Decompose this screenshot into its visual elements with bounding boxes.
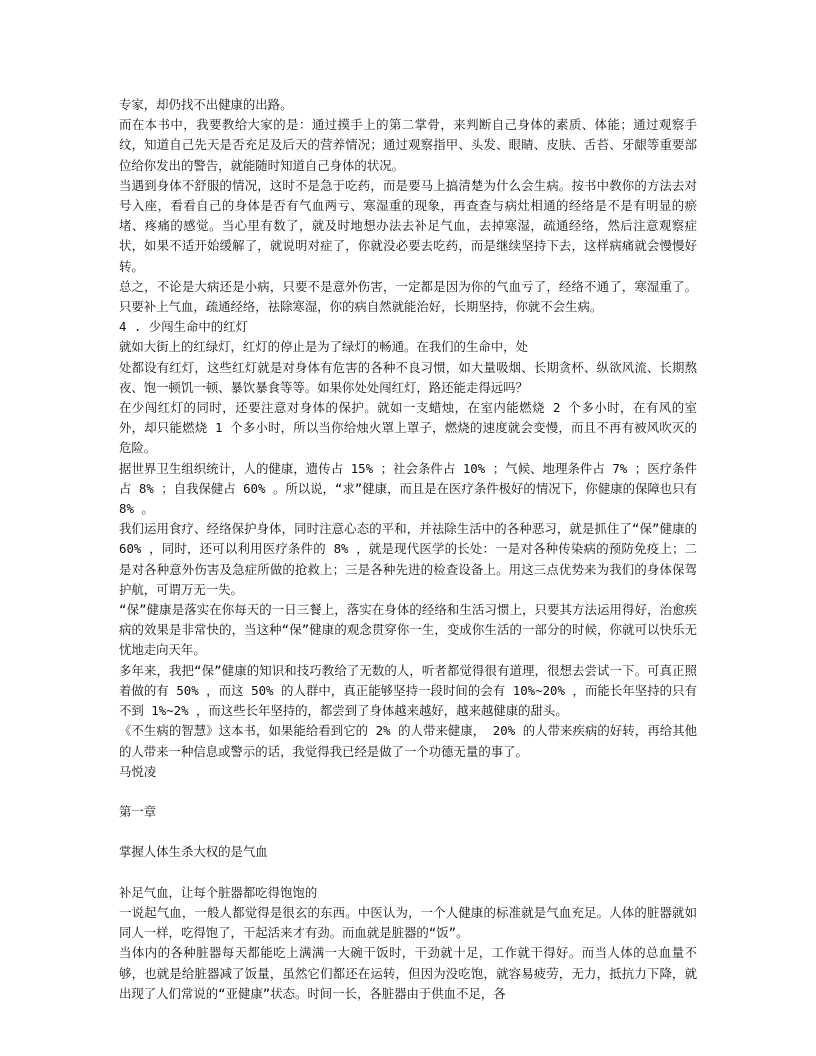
chapter-subtitle: 掌握人体生杀大权的是气血 (119, 844, 268, 860)
blank-line (119, 782, 697, 802)
paragraph: 一说起气血，一般人都觉得是很玄的东西。中医认为，一个人健康的标准就是气血充足。人体的脏器就如同人一样，吃得饱了，干起活来才有劲。而血就是脏器的“饭”。 (119, 905, 697, 941)
section-heading: 4 . 少闯生命中的红灯 (119, 319, 248, 335)
paragraph: 我们运用食疗、经络保护身体，同时注意心态的平和，并祛除生活中的各种恶习，就是抓住了“保”健康的 60% ，同时，还可以利用医疗条件的 8% ，就是现代医学的长处：一是对各种传染病的预防免疫上；二是对各种意外伤害及急症所做的抢救上；三是各种先进的检查设备上。用这三点优势来为我们的身体保驾护航，可谓万无一失。 (119, 521, 697, 597)
paragraph: 多年来，我把“保”健康的知识和技巧教给了无数的人，听者都觉得很有道理，很想去尝试一下。可真正照着做的有 50% ，而这 50% 的人群中，真正能够坚持一段时间的会有 10%~20% ，而能长年坚持的只有不到 1%~2% ，而这些长年坚持的，都尝到了身体越来越好，越来越健康的甜头。 (119, 662, 697, 719)
paragraph: “保”健康是落实在你每天的一日三餐上，落实在身体的经络和生活习惯上，只要其方法运用得好，治愈疾病的效果是非常快的，当这种“保”健康的观念贯穿你一生，变成你生活的一部分的时候，你就可以快乐无忧地走向天年。 (119, 602, 697, 658)
paragraph: 总之，不论是大病还是小病，只要不是意外伤害，一定都是因为你的气血亏了，经络不通了，寒湿重了。只要补上气血，疏通经络，祛除寒湿，你的病自然就能治好，长期坚持，你就不会生病。 (119, 278, 697, 315)
paragraph: 《不生病的智慧》这本书，如果能给看到它的 2% 的人带来健康， 20% 的人带来疾病的好转，再给其他的人带来一种信息或警示的话，我觉得我已经是做了一个功德无量的事了。 (119, 723, 697, 759)
section-heading: 补足气血，让每个脏器都吃得饱饱的 (119, 884, 318, 900)
paragraph: 处都设有红灯，这些红灯就是对身体有危害的各种不良习惯，如大量吸烟、长期贪杯、纵欲风流、长期熬夜、饱一顿饥一顿、暴饮暴食等等。如果你处处闯红灯，路还能走得远吗？ (119, 359, 697, 395)
document-page (119, 95, 697, 1004)
paragraph: 而在本书中，我要教给大家的是：通过摸手上的第二掌骨，来判断自己身体的素质、体能；通过观察手纹，知道自己先天是否充足及后天的营养情况；通过观察指甲、头发、眼睛、皮肤、舌苔、牙龈等重要部位给你发出的警告，就能随时知道自己身体的状况。 (119, 117, 697, 173)
paragraph: 在少闯红灯的同时，还要注意对身体的保护。就如一支蜡烛，在室内能燃烧 2 个多小时，在有风的室外，却只能燃烧 1 个多小时，所以当你给烛火罩上罩子，燃烧的速度就会变慢，而且不再有被风吹灭的危险。 (119, 400, 697, 456)
author-signature: 马悦凌 (119, 763, 157, 779)
paragraph: 当遇到身体不舒服的情况，这时不是急于吃药，而是要马上搞清楚为什么会生病。按书中教你的方法去对号入座，看看自己的身体是否有气血两亏、寒湿重的现象，再查查与病灶相通的经络是不是有明显的瘀堵、疼痛的感觉。当心里有数了，就及时地想办法去补足气血，去掉寒湿，疏通经络，然后注意观察症状，如果不适开始缓解了，就说明对症了，你就没必要去吃药，而是继续坚持下去，这样病痛就会慢慢好转。 (119, 177, 697, 274)
blank-line (119, 822, 697, 842)
paragraph: 专家，却仍找不出健康的出路。 (119, 97, 293, 112)
paragraph: 当体内的各种脏器每天都能吃上满满一大碗干饭时，干劲就十足，工作就干得好。而当人体的总血量不够，也就是给脏器减了饭量，虽然它们都还在运转，但因为没吃饱，就容易疲劳，无力，抵抗力下降，就出现了人们常说的“亚健康”状态。时间一长，各脏器由于供血不足，各 (119, 945, 697, 1001)
paragraph: 据世界卫生组织统计，人的健康，遗传占 15% ；社会条件占 10% ；气候、地理条件占 7% ；医疗条件占 8% ；自我保健占 60% 。所以说，“求”健康，而且是在医疗条件极好的情况下，你健康的保障也只有 8% 。 (119, 460, 697, 517)
chapter-title: 第一章 (119, 804, 157, 820)
paragraph: 就如大街上的红绿灯，红灯的停止是为了绿灯的畅通。在我们的生命中，处 (119, 339, 528, 355)
blank-line (119, 863, 697, 883)
